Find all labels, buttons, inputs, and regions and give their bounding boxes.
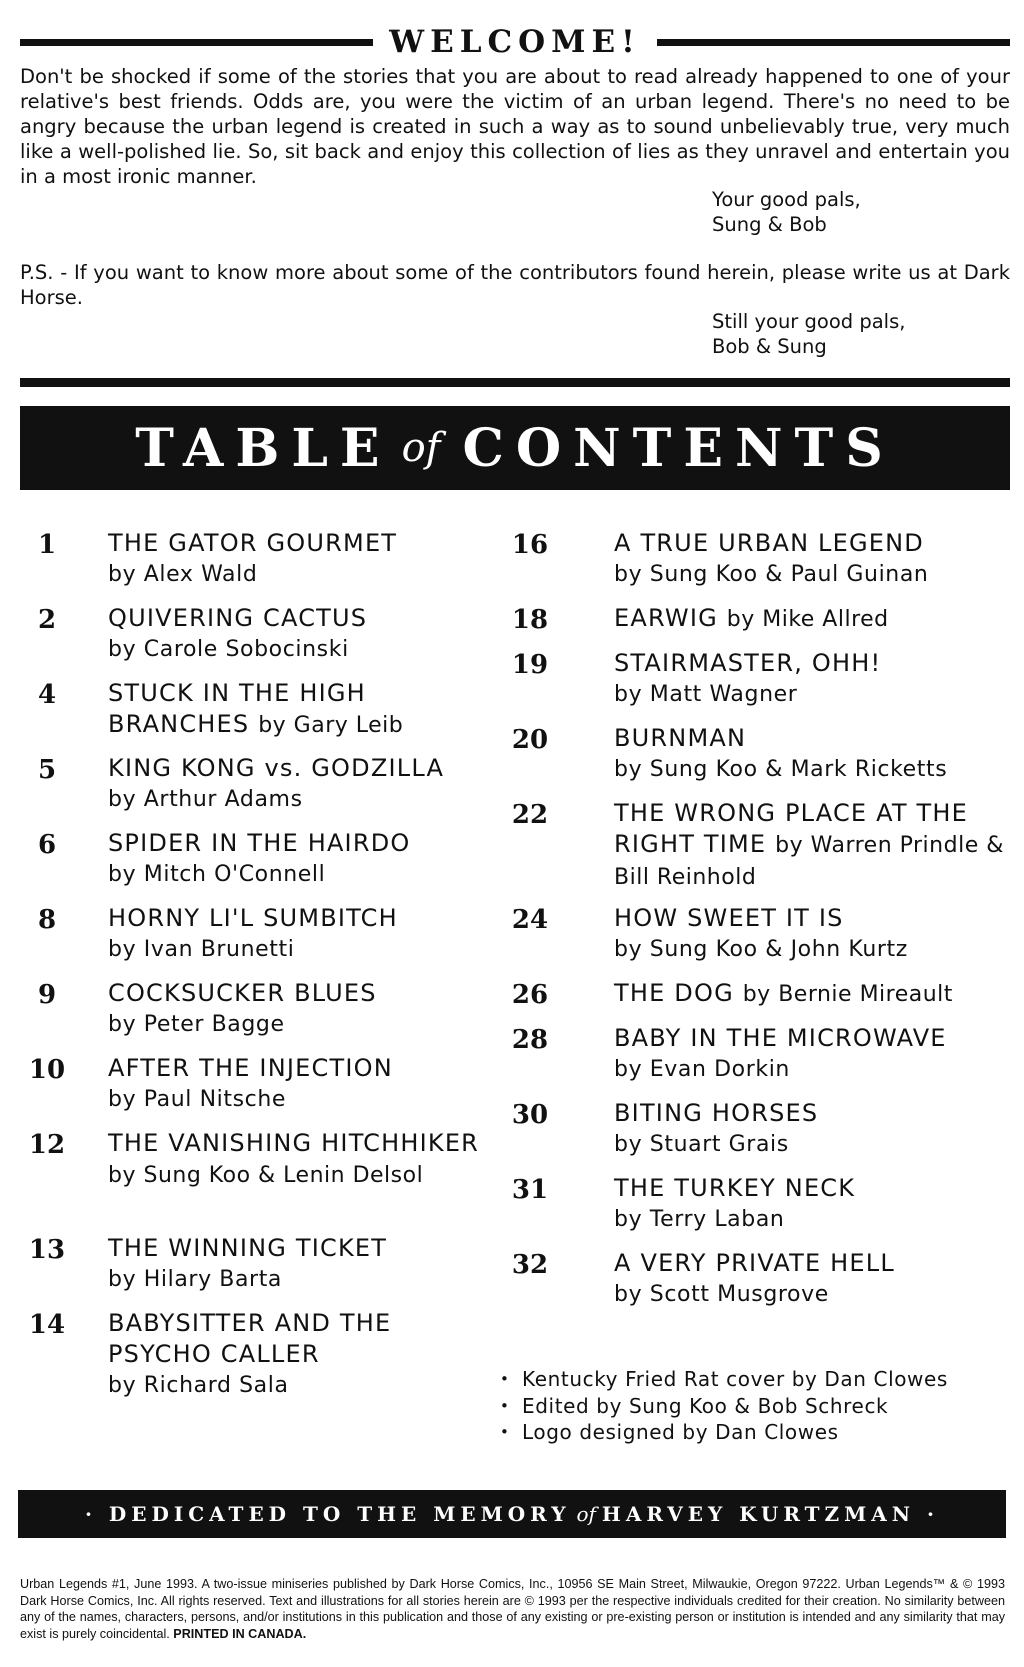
toc-story-byline: by Scott Musgrove [614,1282,829,1307]
toc-story-title: QUIVERING CACTUS [108,604,368,632]
ps-signoff-line-1: Still your good pals, [712,310,906,333]
toc-story-byline: by Sung Koo & John Kurtz [614,937,908,962]
credit-item: • Logo designed by Dan Clowes [522,1419,1012,1446]
toc-story-byline: by Gary Leib [258,713,404,738]
toc-story [108,1308,493,1401]
postscript-signoff [712,309,905,359]
toc-story-byline: by Arthur Adams [108,787,303,812]
toc-story [614,528,1014,590]
toc-story [108,753,493,815]
welcome-header [20,22,1010,62]
toc-page-number: 5 [37,755,57,785]
toc-story-title: A VERY PRIVATE HELL [614,1249,895,1277]
credit-item: • Kentucky Fried Rat cover by Dan Clowes [522,1366,1012,1393]
ps-signoff-line-2: Bob & Sung [712,335,827,358]
toc-story-byline: by Matt Wagner [614,682,798,707]
toc-story-byline: by Hilary Barta [108,1267,283,1292]
toc-word-table: TABLE [135,417,392,479]
printed-in: PRINTED IN CANADA. [173,1626,307,1641]
toc-story-title: STAIRMASTER, OHH! [614,649,882,677]
toc-story-title: COCKSUCKER BLUES [108,979,377,1007]
toc-story [108,978,493,1040]
toc-story-title: EARWIG [614,604,718,632]
toc-story-byline: by Paul Nitsche [108,1087,287,1112]
toc-story [614,603,1014,635]
dedication-suffix: HARVEY KURTZMAN · [601,1502,939,1526]
toc-story-byline: by Ivan Brunetti [108,937,295,962]
toc-page-number: 12 [28,1130,66,1160]
toc-story-byline: by Carole Sobocinski [108,637,349,662]
toc-page-number: 30 [511,1100,549,1130]
toc-page-number: 8 [37,905,57,935]
toc-story-byline: by Evan Dorkin [614,1057,790,1082]
toc-story-title: THE GATOR GOURMET [108,529,398,557]
toc-page-number: 16 [511,530,549,560]
toc-page-number: 9 [37,980,57,1010]
toc-story-title: HORNY LI'L SUMBITCH [108,904,398,932]
header-rule-left [20,39,373,46]
toc-story [614,648,1014,710]
toc-story-title: BABYSITTER AND THE PSYCHO CALLER [108,1309,392,1368]
toc-story [108,1053,493,1115]
dedication-banner [18,1490,1006,1538]
toc-story-byline: by Sung Koo & Mark Ricketts [614,757,948,782]
toc-story [614,1098,1014,1160]
toc-page-number: 26 [511,980,549,1010]
toc-story-title: THE WRONG PLACE AT THE RIGHT TIME [614,799,969,858]
toc-page-number: 20 [511,725,549,755]
toc-page-number: 32 [511,1250,549,1280]
toc-story-title: THE VANISHING HITCHHIKER [108,1129,480,1157]
toc-story-byline: by Peter Bagge [108,1012,285,1037]
toc-story-byline: by Mike Allred [726,607,889,632]
toc-page-number: 4 [37,680,57,710]
postscript: P.S. - If you want to know more about some of the contributors found herein, please write us at Dark Horse. [20,261,1010,309]
toc-story [108,603,493,665]
toc-story-title: HOW SWEET IT IS [614,904,844,932]
toc-story-byline: by Stuart Grais [614,1132,789,1157]
toc-story-byline: by Warren Prindle & Bill Reinhold [614,833,1004,890]
toc-story [108,903,493,965]
signoff-line-2: Sung & Bob [712,213,827,236]
toc-page-number: 13 [28,1235,66,1265]
toc-story-title: STUCK IN THE HIGH BRANCHES [108,679,366,738]
toc-story-title: BABY IN THE MICROWAVE [614,1024,947,1052]
toc-story [614,978,1014,1010]
toc-word-of: of [401,425,441,471]
toc-page-number: 2 [37,605,57,635]
toc-story [614,903,1014,965]
toc-page-number: 31 [511,1175,549,1205]
toc-story-title: THE TURKEY NECK [614,1174,856,1202]
toc-word-contents: CONTENTS [462,417,895,479]
toc-story-title: SPIDER IN THE HAIRDO [108,829,411,857]
section-divider [20,378,1010,387]
toc-page-number: 24 [511,905,549,935]
toc-page-number: 18 [511,605,549,635]
toc-story-byline: by Sung Koo & Lenin Delsol [108,1163,424,1188]
toc-story [614,1173,1014,1235]
welcome-signoff [712,187,861,237]
toc-story-title: BURNMAN [614,724,747,752]
toc-page-number: 6 [37,830,57,860]
toc-story [108,1128,493,1191]
toc-story-title: KING KONG vs. GODZILLA [108,754,445,782]
toc-page-number: 22 [511,800,549,830]
toc-page-number: 14 [28,1310,66,1340]
toc-story-title: THE DOG [614,979,734,1007]
toc-story-byline: by Richard Sala [108,1373,289,1398]
legal-text: Urban Legends #1, June 1993. A two-issue miniseries published by Dark Horse Comics, Inc., 10956 SE Main Street, Milwaukie, Oregon 97222. Urban Legends™ & © 1993 Dark Horse Comics, Inc. All rights reserved. Text and illustrations for all stories herein are © 1993 per the respective individuals credited for their creation. No similarity between any of the names, characters, persons, and/or institutions in this publication and those of any existing or pre-existing person or institution is intended and any similarity that may exist is purely coincidental. [20,1577,1005,1641]
credit-item: • Edited by Sung Koo & Bob Schreck [522,1393,1012,1420]
toc-story-byline: by Terry Laban [614,1207,785,1232]
toc-story-byline: by Alex Wald [108,562,258,587]
toc-story-byline: by Sung Koo & Paul Guinan [614,562,929,587]
toc-page-number: 28 [511,1025,549,1055]
toc-story-byline: by Bernie Mireault [742,982,953,1007]
signoff-line-1: Your good pals, [712,188,861,211]
toc-story-title: AFTER THE INJECTION [108,1054,393,1082]
welcome-title: WELCOME! [389,24,641,60]
toc-page-number: 1 [37,530,57,560]
dedication-of: of [576,1502,596,1526]
welcome-body: Don't be shocked if some of the stories that you are about to read already happened to one of your relative's best friends. Odds are, you were the victim of an urban legend. There's no need to be angry because the urban legend is created in such a way as to sound unbelievably true, very much like a well-polished lie. So, sit back and enjoy this collection of lies as they unravel and entertain you in a most ironic manner. [20,65,1010,188]
toc-story-byline: by Mitch O'Connell [108,862,326,887]
credits-list [522,1366,1012,1446]
toc-story-title: BITING HORSES [614,1099,819,1127]
header-rule-right [657,39,1010,46]
toc-page-number: 10 [28,1055,66,1085]
toc-story [108,1233,493,1295]
legal-indicia [20,1576,1005,1642]
toc-story [614,1023,1014,1085]
toc-story [614,798,1014,893]
toc-page-number: 19 [511,650,549,680]
toc-story [108,678,493,741]
toc-story [614,723,1014,785]
toc-story-title: THE WINNING TICKET [108,1234,388,1262]
toc-story-title: A TRUE URBAN LEGEND [614,529,924,557]
toc-banner [20,406,1010,490]
dedication-prefix: · DEDICATED TO THE MEMORY [85,1502,571,1526]
toc-story [108,828,493,890]
toc-story [614,1248,1014,1310]
toc-story [108,528,493,590]
